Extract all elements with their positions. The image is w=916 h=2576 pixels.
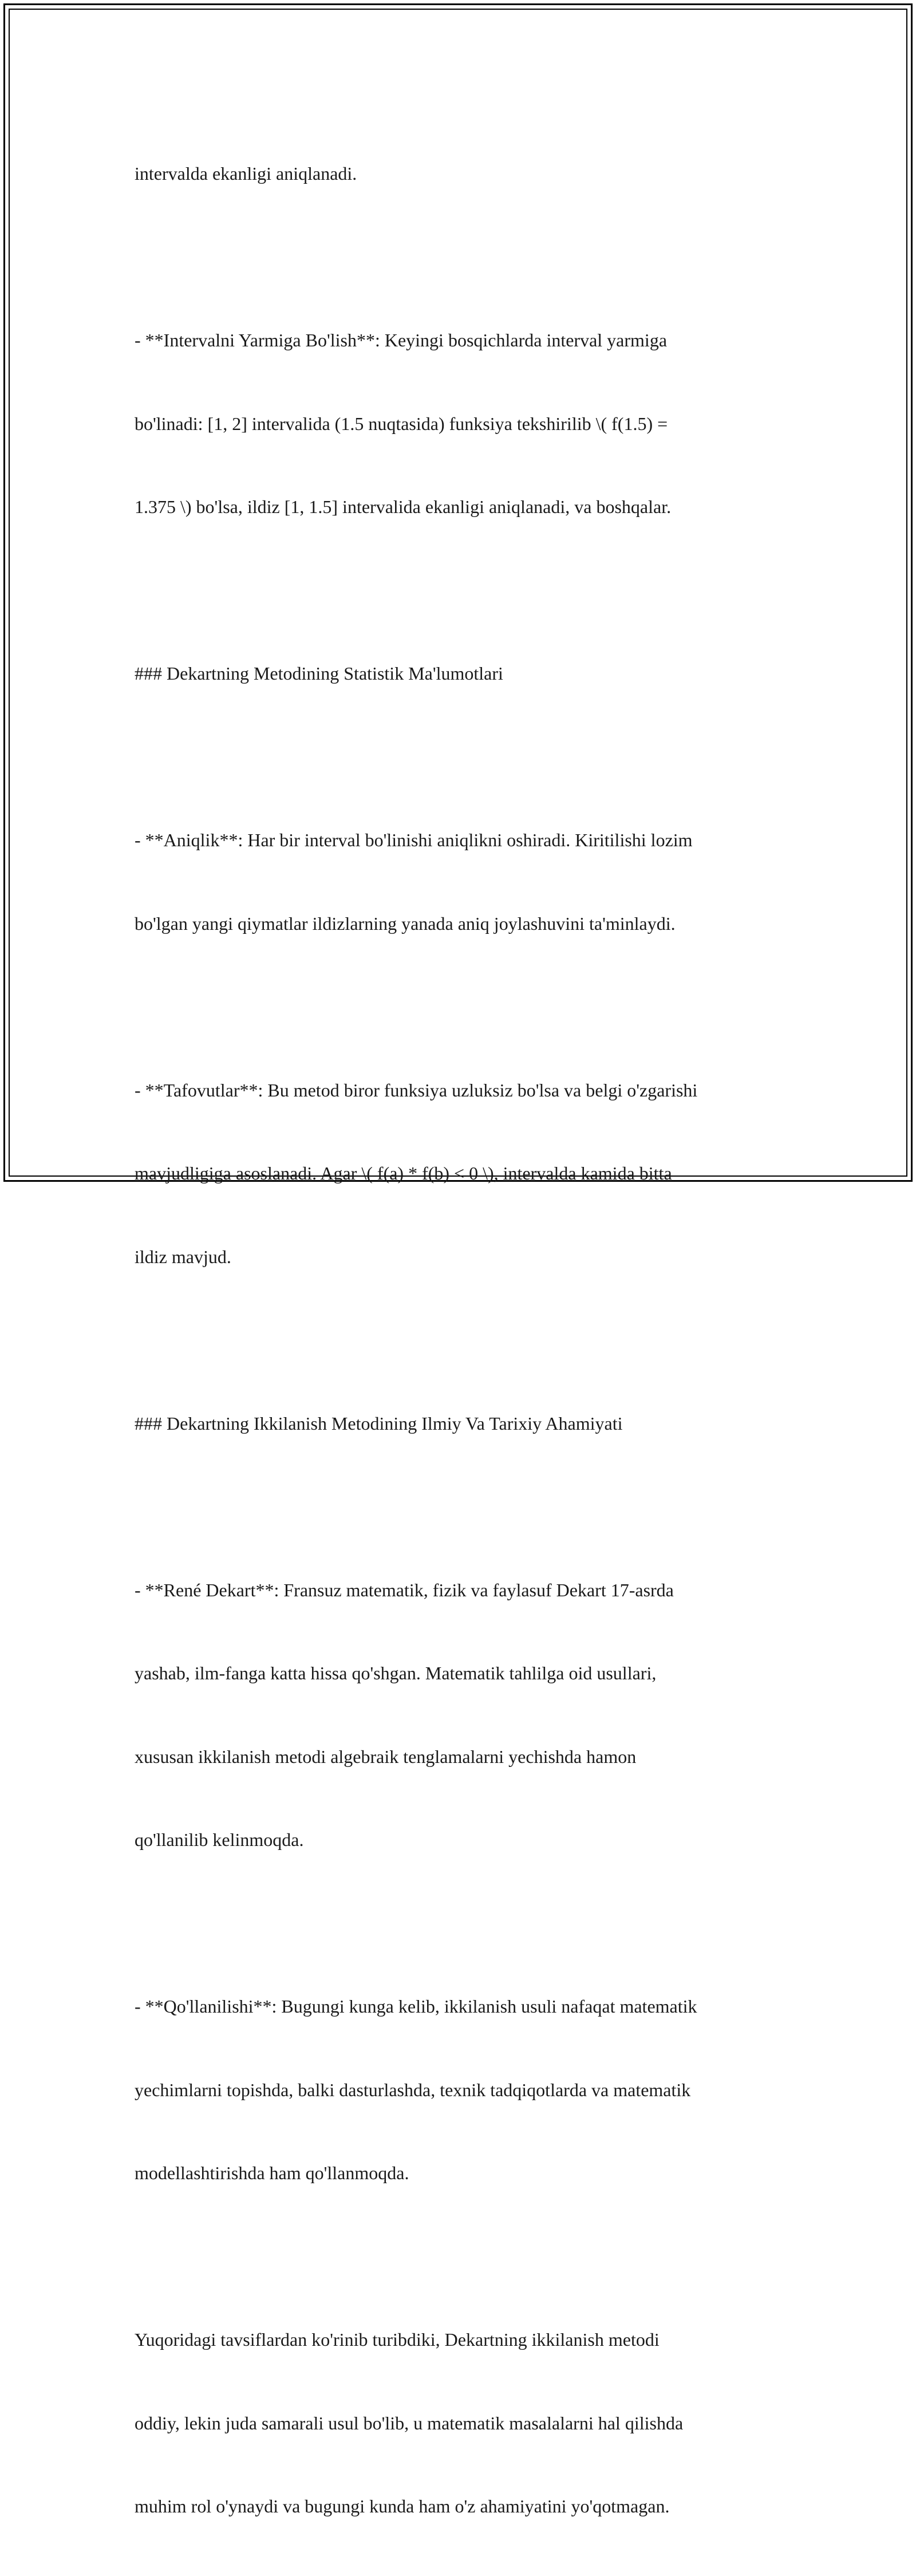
paragraph-gap bbox=[135, 1326, 793, 1354]
text-line: mavjudligiga asoslanadi. Agar \( f(a) * f(b) < 0 \), intervalda kamida bitta bbox=[135, 1163, 672, 1184]
document-body bbox=[135, 104, 793, 2576]
paragraph-gap bbox=[135, 2243, 793, 2271]
paragraph-continuation bbox=[135, 104, 793, 243]
text-line: modellashtirishda ham qo'llanmoqda. bbox=[135, 2163, 409, 2183]
bullet-aniqlik bbox=[135, 771, 793, 993]
text-line: muhim rol o'ynaydi va bugungi kunda ham o'z ahamiyatini yo'qotmagan. bbox=[135, 2496, 670, 2516]
bullet-rene-dekart bbox=[135, 1521, 793, 1910]
paragraph-gap bbox=[135, 993, 793, 1021]
paragraph-gap bbox=[135, 1910, 793, 1938]
bullet-tafovutlar bbox=[135, 1021, 793, 1327]
paragraph-gap bbox=[135, 243, 793, 271]
text-line: yashab, ilm-fanga katta hissa qo'shgan. Matematik tahlilga oid usullari, bbox=[135, 1663, 657, 1683]
text-line: bo'linadi: [1, 2] intervalida (1.5 nuqtasida) funksiya tekshirilib \( f(1.5) = bbox=[135, 413, 668, 434]
text-line: bo'lgan yangi qiymatlar ildizlarning yanada aniq joylashuvini ta'minlaydi. bbox=[135, 913, 676, 934]
section-heading-ahamiyati bbox=[135, 1354, 793, 1493]
text-line: - **Tafovutlar**: Bu metod biror funksiya uzluksiz bo'lsa va belgi o'zgarishi bbox=[135, 1079, 698, 1100]
text-line: - **Intervalni Yarmiga Bo'lish**: Keyingi bosqichlarda interval yarmiga bbox=[135, 330, 668, 350]
text-line: - **René Dekart**: Fransuz matematik, fizik va faylasuf Dekart 17-asrda bbox=[135, 1579, 674, 1600]
conclusion-paragraph bbox=[135, 2270, 793, 2576]
text-line: xususan ikkilanish metodi algebraik tenglamalarni yechishda hamon bbox=[135, 1746, 637, 1767]
text-line: 1.375 \) bo'lsa, ildiz [1, 1.5] intervalida ekanligi aniqlanadi, va boshqalar. bbox=[135, 496, 672, 517]
heading-line: ### Dekartning Ikkilanish Metodining Ilmiy Va Tarixiy Ahamiyati bbox=[135, 1413, 623, 1434]
text-line: - **Qo'llanilishi**: Bugungi kunga kelib, ikkilanish usuli nafaqat matematik bbox=[135, 1996, 697, 2017]
paragraph-gap bbox=[135, 743, 793, 771]
bullet-intervalni-yarmiga-bolish bbox=[135, 271, 793, 577]
text-line: - **Aniqlik**: Har bir interval bo'linishi aniqlikni oshiradi. Kiritilishi lozim bbox=[135, 830, 693, 850]
heading-line: ### Dekartning Metodining Statistik Ma'lumotlari bbox=[135, 663, 503, 684]
text-line: Yuqoridagi tavsiflardan ko'rinib turibdiki, Dekartning ikkilanish metodi bbox=[135, 2329, 660, 2350]
paragraph-gap bbox=[135, 1493, 793, 1521]
section-heading-statistik bbox=[135, 604, 793, 743]
text-line: intervalda ekanligi aniqlanadi. bbox=[135, 163, 357, 184]
bullet-qollanilishi bbox=[135, 1937, 793, 2243]
paragraph-gap bbox=[135, 577, 793, 605]
text-line: yechimlarni topishda, balki dasturlashda, texnik tadqiqotlarda va matematik bbox=[135, 2079, 691, 2100]
text-line: oddiy, lekin juda samarali usul bo'lib, u matematik masalalarni hal qilishda bbox=[135, 2412, 684, 2433]
text-line: ildiz mavjud. bbox=[135, 1246, 231, 1267]
text-line: qo'llanilib kelinmoqda. bbox=[135, 1829, 304, 1850]
